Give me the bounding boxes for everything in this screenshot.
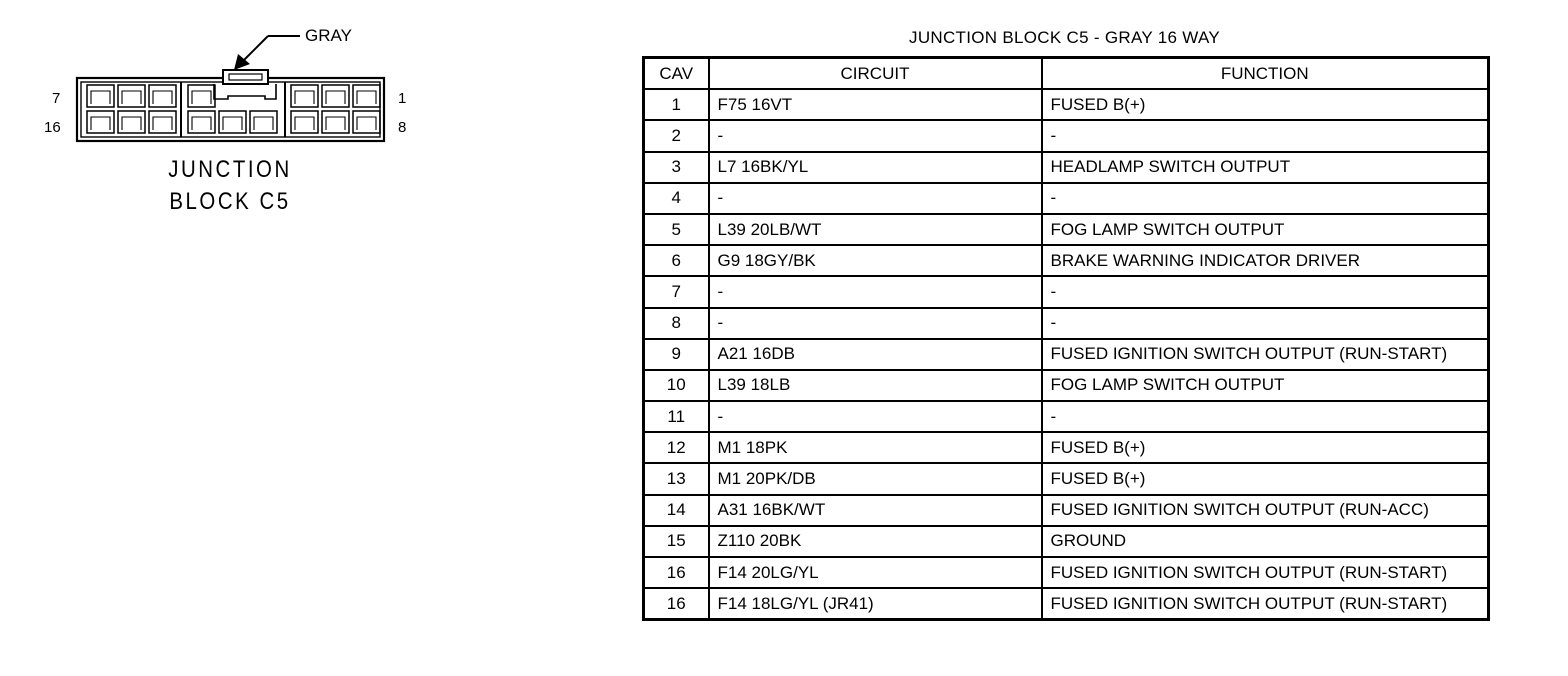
circuit-cell: F75 16VT bbox=[709, 89, 1042, 120]
function-cell: FUSED IGNITION SWITCH OUTPUT (RUN-START) bbox=[1042, 588, 1489, 620]
function-cell: FUSED B(+) bbox=[1042, 432, 1489, 463]
circuit-cell: - bbox=[709, 183, 1042, 214]
connector-body bbox=[77, 78, 384, 141]
connector-diagram bbox=[0, 0, 600, 230]
circuit-cell: - bbox=[709, 120, 1042, 151]
function-cell: BRAKE WARNING INDICATOR DRIVER bbox=[1042, 245, 1489, 276]
circuit-cell: L7 16BK/YL bbox=[709, 152, 1042, 183]
cav-cell: 5 bbox=[644, 214, 709, 245]
header-cav: CAV bbox=[644, 58, 709, 90]
table-row bbox=[644, 245, 1489, 276]
cav-cell: 3 bbox=[644, 152, 709, 183]
connector-color-label: GRAY bbox=[305, 26, 352, 45]
circuit-cell: L39 20LB/WT bbox=[709, 214, 1042, 245]
pin-label-8: 8 bbox=[398, 119, 407, 136]
connector-name-line2: BLOCK C5 bbox=[169, 188, 291, 215]
gray-leader-line-diagonal bbox=[242, 36, 268, 62]
circuit-cell: M1 18PK bbox=[709, 432, 1042, 463]
table-row bbox=[644, 401, 1489, 432]
connector-cavity-terminal bbox=[326, 117, 345, 130]
cav-cell: 16 bbox=[644, 588, 709, 620]
connector-cavity-terminal bbox=[357, 117, 376, 130]
pin-label-16: 16 bbox=[44, 119, 61, 136]
circuit-cell: F14 18LG/YL (JR41) bbox=[709, 588, 1042, 620]
connector-key bbox=[214, 84, 276, 99]
connector-cavity-terminal bbox=[254, 117, 273, 130]
table-row bbox=[644, 339, 1489, 370]
connector-cavity-terminal bbox=[192, 117, 211, 130]
table-row bbox=[644, 370, 1489, 401]
function-cell: - bbox=[1042, 120, 1489, 151]
cav-cell: 13 bbox=[644, 463, 709, 494]
cav-cell: 9 bbox=[644, 339, 709, 370]
header-circuit: CIRCUIT bbox=[709, 58, 1042, 90]
connector-lock-tab bbox=[223, 70, 268, 84]
cavity-group bbox=[87, 85, 380, 133]
circuit-cell: - bbox=[709, 401, 1042, 432]
table-row bbox=[644, 432, 1489, 463]
circuit-cell: - bbox=[709, 308, 1042, 339]
cav-cell: 12 bbox=[644, 432, 709, 463]
connector-cavity-terminal bbox=[192, 91, 211, 104]
function-cell: - bbox=[1042, 276, 1489, 307]
connector-cavity-terminal bbox=[326, 91, 345, 104]
pinout-table bbox=[642, 56, 1490, 621]
connector-cavity-terminal bbox=[153, 91, 172, 104]
function-cell: FUSED B(+) bbox=[1042, 463, 1489, 494]
circuit-cell: A31 16BK/WT bbox=[709, 495, 1042, 526]
table-row bbox=[644, 183, 1489, 214]
cav-cell: 7 bbox=[644, 276, 709, 307]
connector-cavity-terminal bbox=[295, 117, 314, 130]
cav-cell: 1 bbox=[644, 89, 709, 120]
circuit-cell: A21 16DB bbox=[709, 339, 1042, 370]
cav-cell: 8 bbox=[644, 308, 709, 339]
cav-cell: 11 bbox=[644, 401, 709, 432]
header-function: FUNCTION bbox=[1042, 58, 1489, 90]
circuit-cell: - bbox=[709, 276, 1042, 307]
connector-cavity-terminal bbox=[223, 117, 242, 130]
connector-cavity-terminal bbox=[91, 91, 110, 104]
table-row bbox=[644, 463, 1489, 494]
cav-cell: 16 bbox=[644, 557, 709, 588]
circuit-cell: L39 18LB bbox=[709, 370, 1042, 401]
function-cell: - bbox=[1042, 308, 1489, 339]
table-header-row bbox=[644, 58, 1489, 90]
cav-cell: 6 bbox=[644, 245, 709, 276]
connector-cavity-terminal bbox=[295, 91, 314, 104]
table-row bbox=[644, 214, 1489, 245]
function-cell: FUSED IGNITION SWITCH OUTPUT (RUN-START) bbox=[1042, 557, 1489, 588]
cav-cell: 10 bbox=[644, 370, 709, 401]
cav-cell: 4 bbox=[644, 183, 709, 214]
connector-name-line1: JUNCTION bbox=[168, 156, 292, 183]
table-row bbox=[644, 526, 1489, 557]
function-cell: - bbox=[1042, 401, 1489, 432]
cav-cell: 14 bbox=[644, 495, 709, 526]
function-cell: FUSED B(+) bbox=[1042, 89, 1489, 120]
connector-inner-body bbox=[81, 82, 380, 137]
table-row bbox=[644, 308, 1489, 339]
function-cell: FUSED IGNITION SWITCH OUTPUT (RUN-ACC) bbox=[1042, 495, 1489, 526]
circuit-cell: F14 20LG/YL bbox=[709, 557, 1042, 588]
function-cell: - bbox=[1042, 183, 1489, 214]
connector-cavity-terminal bbox=[153, 117, 172, 130]
pin-label-1: 1 bbox=[398, 90, 407, 107]
function-cell: FOG LAMP SWITCH OUTPUT bbox=[1042, 370, 1489, 401]
table-row bbox=[644, 152, 1489, 183]
table-row bbox=[644, 89, 1489, 120]
cav-cell: 2 bbox=[644, 120, 709, 151]
circuit-cell: M1 20PK/DB bbox=[709, 463, 1042, 494]
function-cell: HEADLAMP SWITCH OUTPUT bbox=[1042, 152, 1489, 183]
function-cell: FOG LAMP SWITCH OUTPUT bbox=[1042, 214, 1489, 245]
table-row bbox=[644, 495, 1489, 526]
pin-label-7: 7 bbox=[52, 90, 61, 107]
table-title: JUNCTION BLOCK C5 - GRAY 16 WAY bbox=[909, 28, 1220, 47]
connector-cavity-terminal bbox=[357, 91, 376, 104]
circuit-cell: Z110 20BK bbox=[709, 526, 1042, 557]
circuit-cell: G9 18GY/BK bbox=[709, 245, 1042, 276]
function-cell: FUSED IGNITION SWITCH OUTPUT (RUN-START) bbox=[1042, 339, 1489, 370]
connector-cavity-terminal bbox=[122, 117, 141, 130]
table-row bbox=[644, 588, 1489, 620]
table-row bbox=[644, 120, 1489, 151]
connector-cavity-terminal bbox=[122, 91, 141, 104]
connector-cavity-terminal bbox=[91, 117, 110, 130]
table-row bbox=[644, 276, 1489, 307]
cav-cell: 15 bbox=[644, 526, 709, 557]
function-cell: GROUND bbox=[1042, 526, 1489, 557]
table-row bbox=[644, 557, 1489, 588]
